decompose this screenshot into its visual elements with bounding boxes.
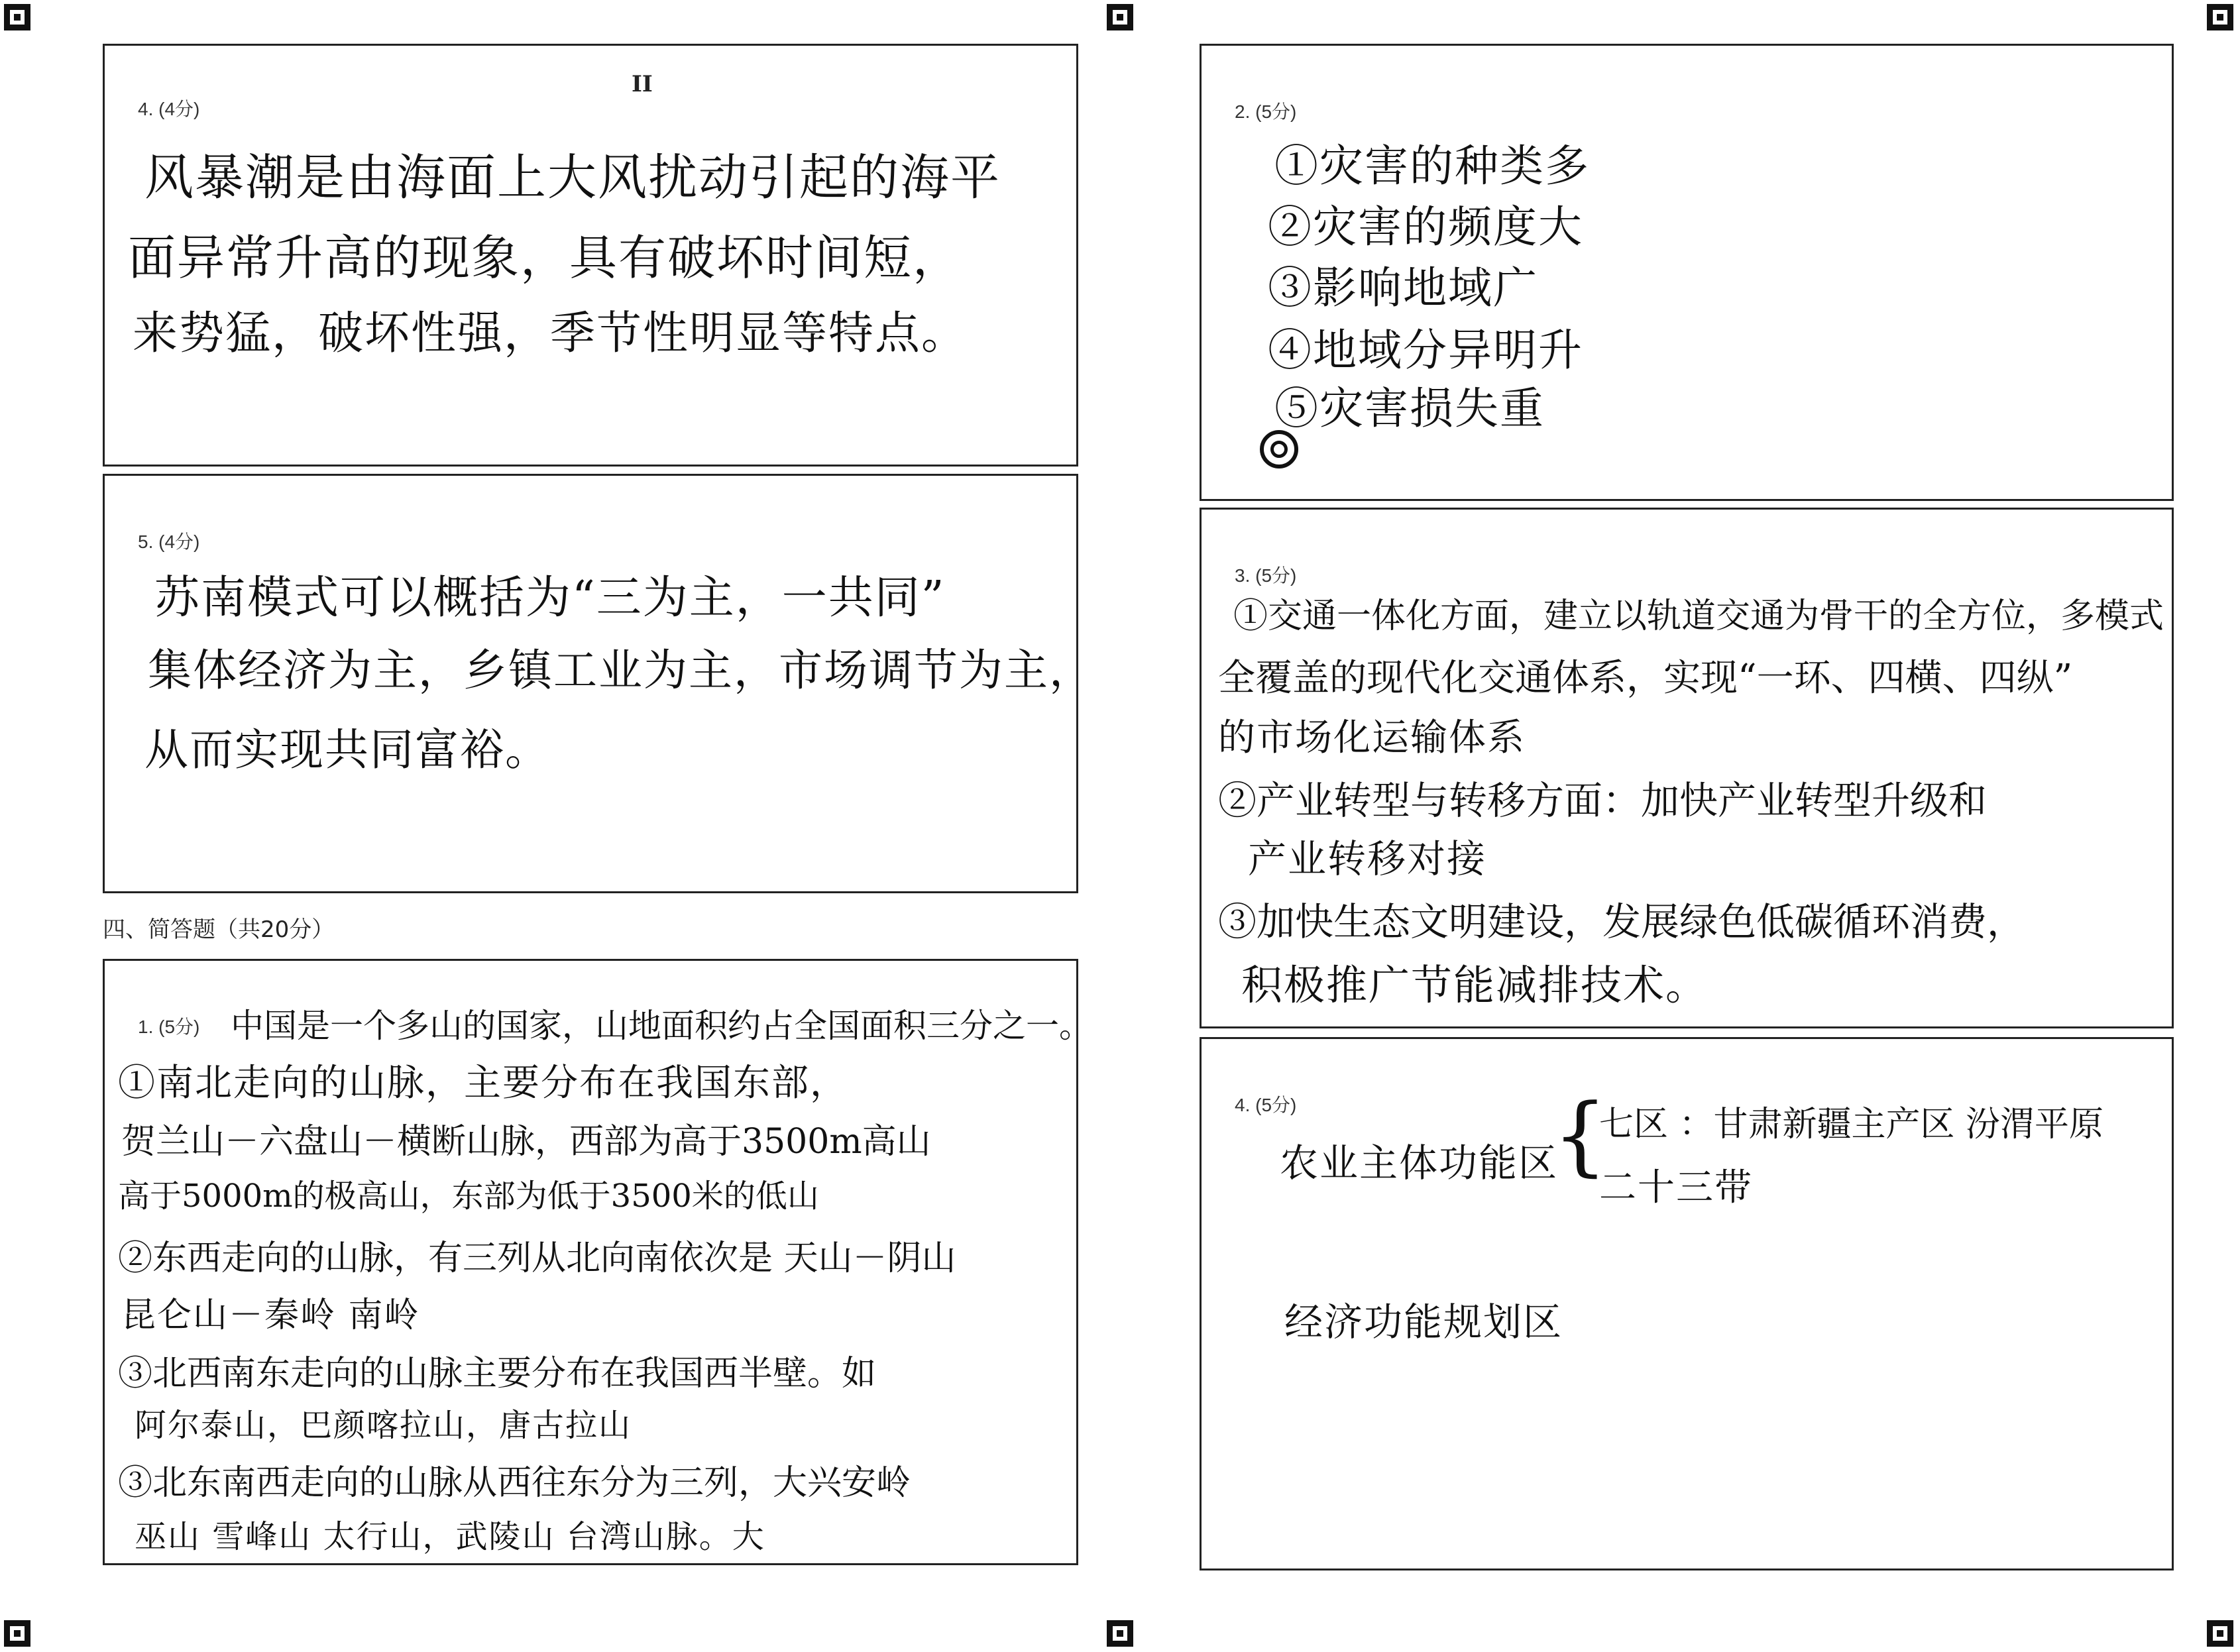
- answer-line: ①灾害的种类多: [1274, 140, 1590, 192]
- answer-line: ①南北走向的山脉，主要分布在我国东部，: [118, 1062, 848, 1105]
- question-label: 4. (5分): [1235, 1095, 1297, 1115]
- corner-marker-top-right: [2207, 4, 2233, 30]
- answer-line: ②灾害的频度大: [1268, 201, 1583, 252]
- answer-line: 的市场化运输体系: [1218, 716, 1526, 759]
- answer-line: ③北西南东走向的山脉主要分布在我国西半壁。如: [118, 1354, 877, 1394]
- answer-line: ④地域分异明升: [1268, 325, 1583, 376]
- answer-line: 来势猛，破坏性强，季节性明显等特点。: [133, 307, 968, 360]
- answer-line: ③加快生态文明建设，发展绿色低碳循环消费，: [1218, 899, 2026, 944]
- answer-line: ③北东南西走向的山脉从西往东分为三列，大兴安岭: [118, 1463, 911, 1503]
- section-title: 四、简答题（共20分）: [103, 916, 335, 943]
- question-label: 3. (5分): [1235, 565, 1297, 586]
- corner-marker-bottom-right: [2207, 1620, 2233, 1647]
- answer-line: ③影响地域广: [1268, 262, 1538, 313]
- answer-line: 风暴潮是由海面上大风扰动引起的海平: [144, 149, 1001, 206]
- corner-marker-bottom-center: [1107, 1620, 1133, 1647]
- answer-line: 产业转移对接: [1248, 836, 1487, 881]
- answer-left-text: 农业主体功能区: [1280, 1140, 1559, 1185]
- question-label: 4. (4分): [138, 99, 200, 119]
- answer-line: 积极推广节能减排技术。: [1241, 961, 1708, 1009]
- answer-line: ①交通一体化方面，建立以轨道交通为骨干的全方位，多模式: [1233, 596, 2164, 636]
- answer-line: ②东西走向的山脉，有三列从北向南依次是 天山－阴山: [118, 1239, 956, 1278]
- answer-top-text: 七区 ：甘肃新疆主产区 汾渭平原: [1599, 1105, 2104, 1144]
- answer-box-left-q4: [103, 44, 1078, 467]
- answer-line: 苏南模式可以概括为“三为主，一共同”: [154, 572, 946, 624]
- answer-box-right-q2: [1200, 44, 2174, 501]
- answer-line: 集体经济为主，乡镇工业为主，市场调节为主，: [148, 645, 1094, 696]
- question-label: 5. (4分): [138, 531, 200, 552]
- answer-bottom-text: 二十三带: [1599, 1166, 1753, 1209]
- answer-line: 从而实现共同富裕。: [144, 724, 550, 775]
- answer-line: 面异常升高的现象，具有破坏时间短，: [128, 230, 962, 286]
- brace-icon: {: [1553, 1085, 1608, 1185]
- answer-box-left-q1: [103, 959, 1092, 1565]
- answer-box-right-q4: [1200, 1037, 2174, 1570]
- answer-line: ⑤灾害损失重: [1274, 383, 1545, 434]
- answer-line: 贺兰山－六盘山－横断山脉，西部为高于3500m高山: [121, 1122, 931, 1162]
- answer-line: 全覆盖的现代化交通体系，实现“一环、四横、四纵”: [1218, 657, 2073, 700]
- answer-line: 中国是一个多山的国家，山地面积约占全国面积三分之一。: [231, 1007, 1092, 1045]
- page-mark: II: [632, 71, 653, 97]
- corner-marker-top-center: [1107, 4, 1133, 30]
- answer-extra-text: 经济功能规划区: [1284, 1299, 1563, 1345]
- answer-line: 高于5000m的极高山，东部为低于3500米的低山: [118, 1178, 819, 1215]
- question-label: 1. (5分): [138, 1017, 200, 1037]
- question-label: 2. (5分): [1235, 101, 1297, 122]
- corner-marker-bottom-left: [4, 1620, 30, 1647]
- answer-line: 阿尔泰山，巴颜喀拉山，唐古拉山: [135, 1407, 632, 1444]
- answer-box-right-q3: [1200, 508, 2174, 1028]
- answer-box-left-q5: [103, 474, 1094, 893]
- answer-line: 昆仑山－秦岭 南岭: [121, 1295, 420, 1335]
- answer-line: ②产业转型与转移方面：加快产业转型升级和: [1218, 778, 1988, 823]
- scribble-mark: [1260, 430, 1298, 468]
- corner-marker-top-left: [4, 4, 30, 30]
- answer-line: 巫山 雪峰山 太行山，武陵山 台湾山脉。大: [135, 1518, 765, 1555]
